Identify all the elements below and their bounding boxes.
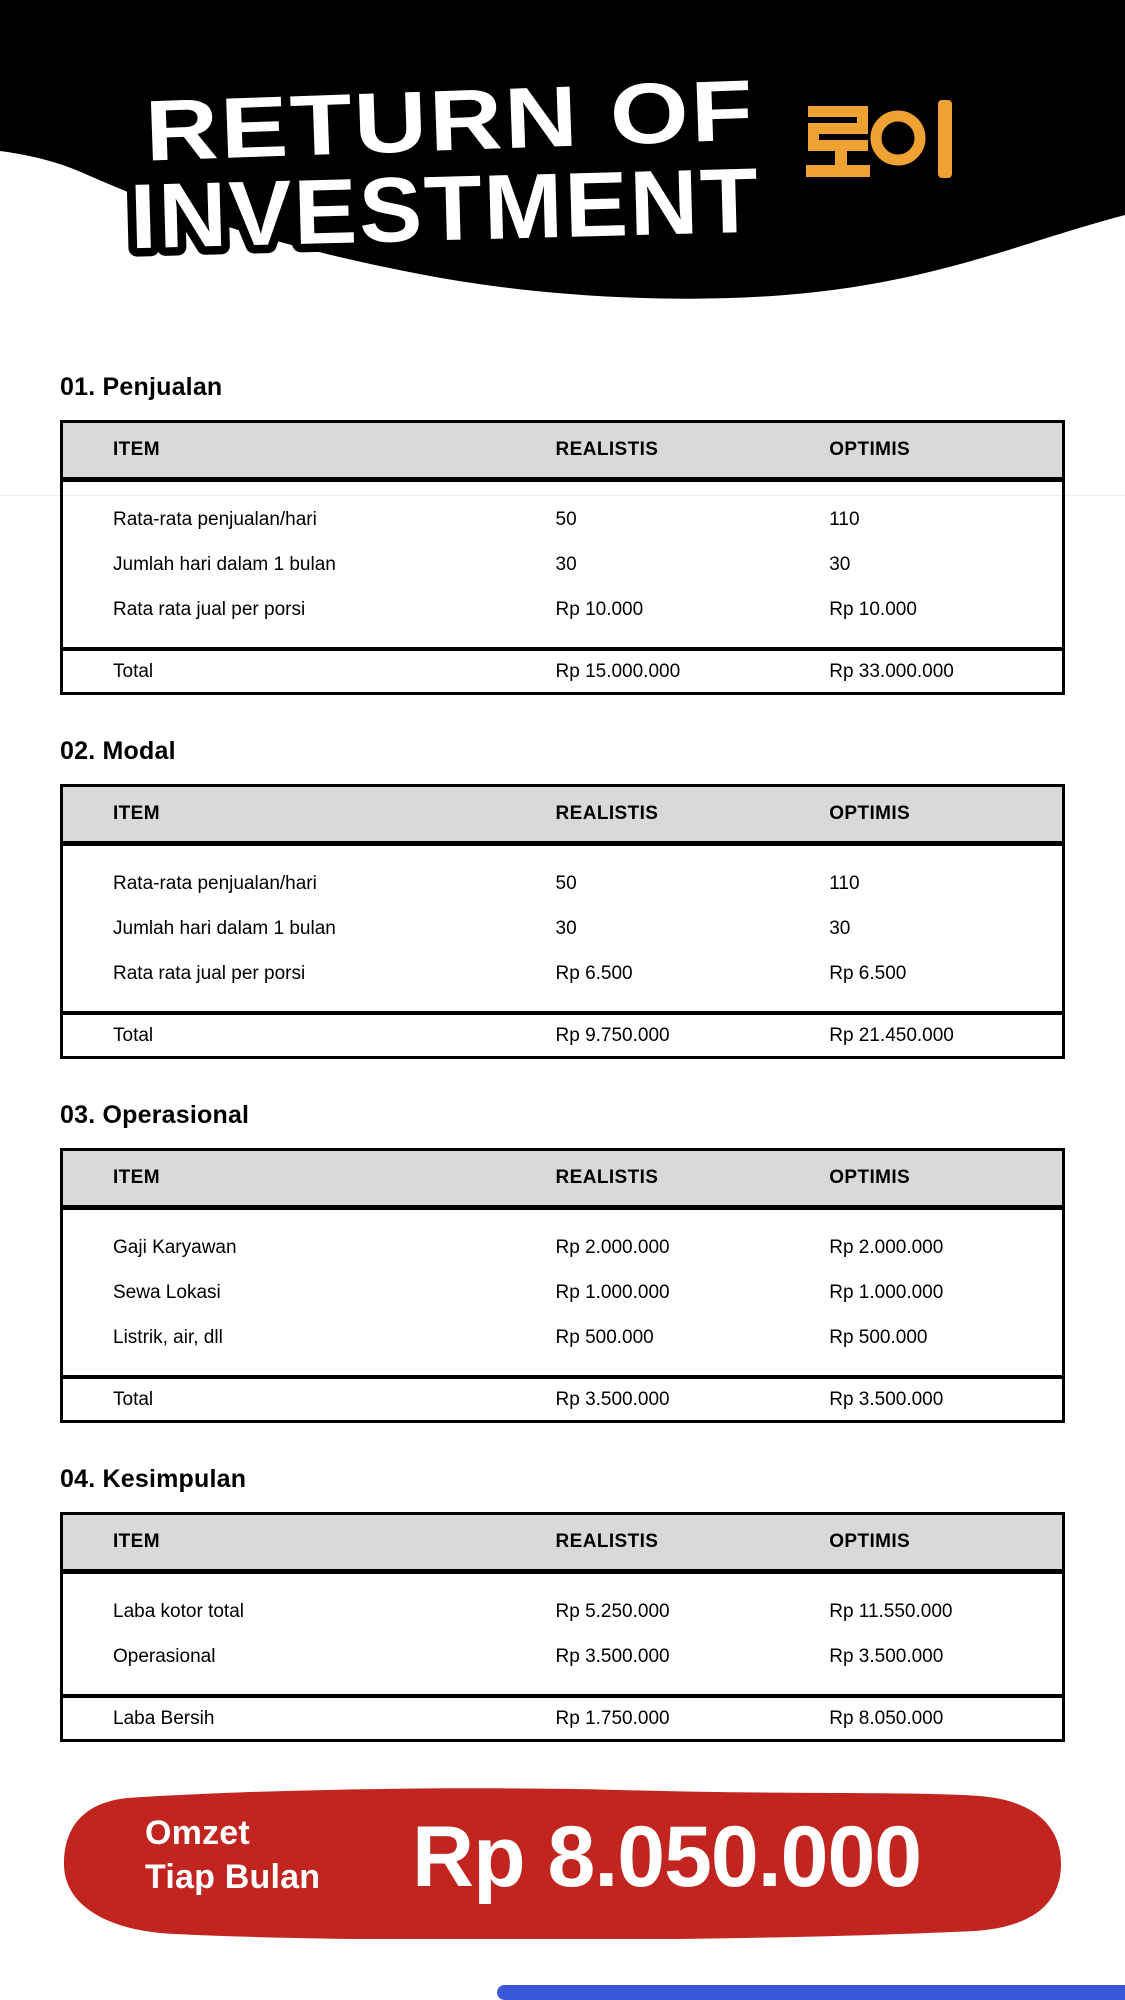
cell: 30 — [555, 553, 577, 575]
cell: Sewa Lokasi — [113, 1281, 221, 1303]
table-total-row — [63, 1375, 1062, 1420]
omzet-banner — [60, 1784, 1065, 1939]
total-cell: Rp 1.750.000 — [555, 1707, 670, 1729]
title-line2: INVESTMENT — [128, 150, 745, 269]
cell: Rata-rata penjualan/hari — [113, 508, 317, 530]
total-cell: Rp 3.500.000 — [829, 1388, 944, 1410]
total-cell: Total — [113, 660, 154, 682]
table-row — [63, 1589, 1062, 1634]
total-cell: Rp 9.750.000 — [555, 1024, 670, 1046]
cell: Rata-rata penjualan/hari — [113, 872, 317, 894]
table-body — [63, 846, 1062, 1011]
table-row — [63, 497, 1062, 542]
cell: Rp 10.000 — [555, 598, 644, 620]
table-row — [63, 1270, 1062, 1315]
column-header: ITEM — [113, 1167, 160, 1188]
cell: Jumlah hari dalam 1 bulan — [113, 917, 336, 939]
table-total-row — [63, 1011, 1062, 1056]
table-header-row — [63, 787, 1062, 846]
column-header: OPTIMIS — [829, 1167, 911, 1188]
cell: Rp 500.000 — [555, 1326, 654, 1348]
banner-amount: Rp 8.050.000 — [412, 1809, 922, 1905]
table-body — [63, 1210, 1062, 1375]
header-art — [0, 0, 1125, 300]
cell: Jumlah hari dalam 1 bulan — [113, 553, 336, 575]
cell: Rp 10.000 — [829, 598, 917, 620]
cell: Rp 1.000.000 — [829, 1281, 944, 1303]
cell: Rp 6.500 — [555, 962, 633, 984]
footer-blue-bar — [497, 1985, 1125, 2000]
section-heading: 04. Kesimpulan — [60, 1465, 247, 1493]
total-cell: Rp 15.000.000 — [555, 660, 681, 682]
total-cell: Rp 21.450.000 — [829, 1024, 954, 1046]
cell: Rp 11.550.000 — [829, 1600, 953, 1622]
column-header: REALISTIS — [555, 1167, 659, 1188]
cell: Rp 3.500.000 — [829, 1645, 944, 1667]
cell: 110 — [829, 872, 860, 894]
banner-label-line1: Omzet — [145, 1814, 250, 1852]
table-header-row — [63, 1151, 1062, 1210]
column-header: ITEM — [113, 1531, 160, 1552]
cell: 50 — [555, 508, 577, 530]
table-row — [63, 1315, 1062, 1360]
cell: 30 — [829, 553, 851, 575]
table-row — [63, 906, 1062, 951]
table-row — [63, 951, 1062, 996]
table-total-row — [63, 1694, 1062, 1739]
table-body — [63, 482, 1062, 647]
column-header: OPTIMIS — [829, 803, 911, 824]
column-header: OPTIMIS — [829, 439, 911, 460]
table — [60, 784, 1065, 1059]
section — [60, 737, 1065, 1059]
column-header: OPTIMIS — [829, 1531, 911, 1552]
cell: Rp 500.000 — [829, 1326, 928, 1348]
title-line1: RETURN OF — [143, 65, 667, 180]
cell: Rata rata jual per porsi — [113, 962, 306, 984]
table-row — [63, 587, 1062, 632]
table-header-row — [63, 1515, 1062, 1574]
section — [60, 1101, 1065, 1423]
table-row — [63, 1225, 1062, 1270]
cell: Rp 6.500 — [829, 962, 907, 984]
table — [60, 1148, 1065, 1423]
section-heading: 01. Penjualan — [60, 373, 223, 401]
table-body — [63, 1574, 1062, 1694]
cell: Rp 3.500.000 — [555, 1645, 670, 1667]
table-total-row — [63, 647, 1062, 692]
banner-label — [145, 1811, 320, 1899]
column-header: ITEM — [113, 803, 160, 824]
column-header: ITEM — [113, 439, 160, 460]
cell: 110 — [829, 508, 860, 530]
total-cell: Total — [113, 1024, 154, 1046]
cell: Laba kotor total — [113, 1600, 244, 1622]
section — [60, 1465, 1065, 1742]
total-cell: Rp 33.000.000 — [829, 660, 954, 682]
cell: 50 — [555, 872, 577, 894]
table-row — [63, 1634, 1062, 1679]
table-row — [63, 542, 1062, 587]
cell: Operasional — [113, 1645, 216, 1667]
header — [0, 0, 1125, 300]
column-header: REALISTIS — [555, 439, 659, 460]
cell: Rp 5.250.000 — [555, 1600, 670, 1622]
section — [60, 373, 1065, 695]
cell: 30 — [829, 917, 851, 939]
total-cell: Rp 8.050.000 — [829, 1707, 944, 1729]
cell: Rp 2.000.000 — [829, 1236, 944, 1258]
table — [60, 420, 1065, 695]
cell: Rata rata jual per porsi — [113, 598, 306, 620]
table-header-row — [63, 423, 1062, 482]
cell: Rp 1.000.000 — [555, 1281, 670, 1303]
cell: Listrik, air, dll — [113, 1326, 223, 1348]
banner-label-line2: Tiap Bulan — [145, 1858, 321, 1896]
section-heading: 02. Modal — [60, 737, 176, 765]
cell: Rp 2.000.000 — [555, 1236, 670, 1258]
column-header: REALISTIS — [555, 803, 659, 824]
cell: Gaji Karyawan — [113, 1236, 237, 1258]
section-heading: 03. Operasional — [60, 1101, 250, 1129]
total-cell: Rp 3.500.000 — [555, 1388, 670, 1410]
table — [60, 1512, 1065, 1742]
total-cell: Laba Bersih — [113, 1707, 215, 1729]
column-header: REALISTIS — [555, 1531, 659, 1552]
table-row — [63, 861, 1062, 906]
cell: 30 — [555, 917, 577, 939]
total-cell: Total — [113, 1388, 154, 1410]
